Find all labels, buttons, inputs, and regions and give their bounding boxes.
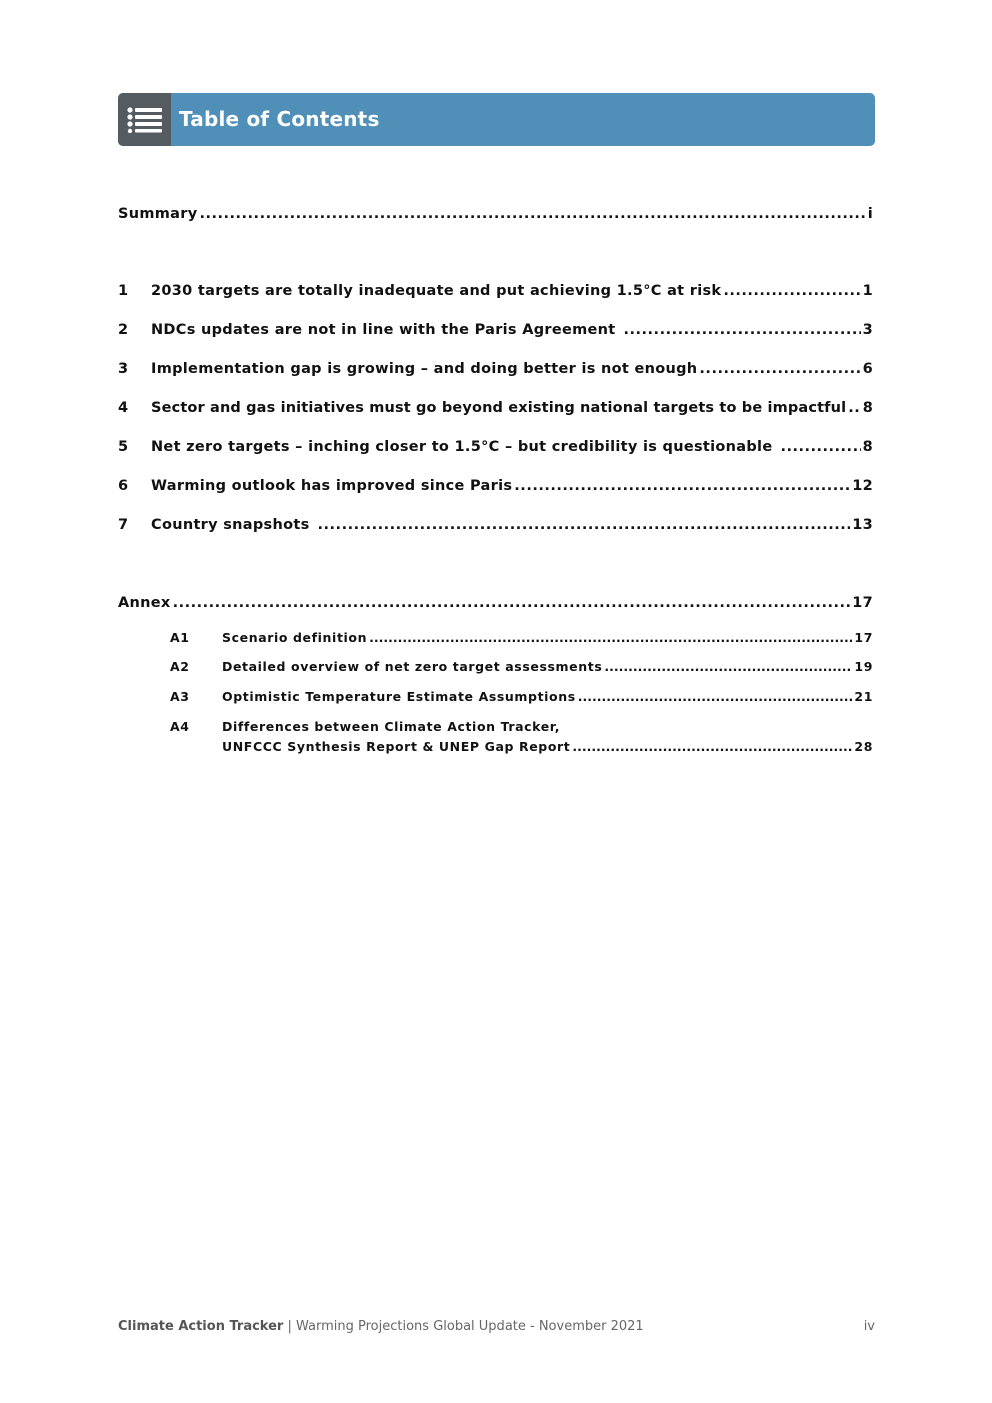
toc-number: 1 xyxy=(118,283,129,299)
dot-leader xyxy=(369,630,852,645)
toc-label: Optimistic Temperature Estimate Assumptions xyxy=(222,689,576,704)
dot-leader xyxy=(572,739,852,754)
toc-label: Country snapshots xyxy=(151,517,310,533)
toc-entry-chapter-2[interactable] xyxy=(118,322,873,338)
page-footer xyxy=(118,1319,875,1334)
toc-number: 3 xyxy=(118,361,129,377)
toc-number: A1 xyxy=(170,630,190,645)
toc-number: A2 xyxy=(170,659,190,674)
toc-entry-chapter-6[interactable] xyxy=(118,478,873,494)
toc-page-number: i xyxy=(867,206,873,222)
toc-page-number: 3 xyxy=(862,322,873,338)
toc-page-number: 17 xyxy=(852,595,873,611)
dot-leader xyxy=(318,517,851,533)
toc-label: Net zero targets – inching closer to 1.5°C – but credibility is questionable xyxy=(151,439,773,455)
toc-label: Warming outlook has improved since Paris xyxy=(151,478,513,494)
dot-leader xyxy=(578,689,853,704)
toc-number: 5 xyxy=(118,439,129,455)
footer-source xyxy=(118,1319,644,1334)
dot-leader xyxy=(199,206,865,222)
toc-page-number: 28 xyxy=(854,739,873,754)
toc-page-number: 6 xyxy=(862,361,873,377)
toc-entry-summary[interactable] xyxy=(118,206,873,222)
toc-entry-annex-a3[interactable] xyxy=(170,689,873,704)
toc-page-number: 8 xyxy=(862,400,873,416)
toc-page-number: 1 xyxy=(862,283,873,299)
footer-page-number: iv xyxy=(863,1319,875,1334)
dot-leader xyxy=(173,595,851,611)
page-title: Table of Contents xyxy=(179,107,380,131)
footer-org: Climate Action Tracker xyxy=(118,1319,284,1334)
toc-label: NDCs updates are not in line with the Paris Agreement xyxy=(151,322,616,338)
toc-label: Sector and gas initiatives must go beyond existing national targets to be impactful xyxy=(151,400,847,416)
dot-leader xyxy=(624,322,861,338)
toc-page-number: 21 xyxy=(854,689,873,704)
toc-entry-chapter-3[interactable] xyxy=(118,361,873,377)
toc-page-number: 19 xyxy=(854,659,873,674)
dot-leader xyxy=(723,283,860,299)
toc-label: Detailed overview of net zero target assessments xyxy=(222,659,603,674)
toc-entry-chapter-4[interactable] xyxy=(118,400,873,416)
toc-entry-annex-a4[interactable] xyxy=(170,719,873,734)
toc-entry-annex-a1[interactable] xyxy=(170,630,873,645)
toc-number: A3 xyxy=(170,689,190,704)
toc-entry-chapter-5[interactable] xyxy=(118,439,873,455)
toc-entry-annex-a4-line2[interactable] xyxy=(222,739,873,754)
toc-label: Differences between Climate Action Tracker, xyxy=(222,719,561,734)
toc-number: 4 xyxy=(118,400,129,416)
toc-label: Scenario definition xyxy=(222,630,368,645)
toc-label: Implementation gap is growing – and doing better is not enough xyxy=(151,361,698,377)
toc-number: A4 xyxy=(170,719,190,734)
toc-entry-chapter-7[interactable] xyxy=(118,517,873,533)
toc-page-number: 17 xyxy=(854,630,873,645)
toc-number: 6 xyxy=(118,478,129,494)
toc-label-continued: UNFCCC Synthesis Report & UNEP Gap Report xyxy=(222,739,571,754)
toc-number: 2 xyxy=(118,322,129,338)
toc-label: Annex xyxy=(118,595,171,611)
toc-number: 7 xyxy=(118,517,129,533)
toc-label: Summary xyxy=(118,206,198,222)
toc-page-number: 12 xyxy=(852,478,873,494)
footer-separator: | xyxy=(283,1319,296,1334)
toc-label: 2030 targets are totally inadequate and put achieving 1.5°C at risk xyxy=(151,283,722,299)
toc-page-number: 13 xyxy=(852,517,873,533)
list-icon xyxy=(127,107,163,133)
footer-doc-title: Warming Projections Global Update - November 2021 xyxy=(296,1319,644,1334)
toc-entry-annex-a2[interactable] xyxy=(170,659,873,674)
dot-leader xyxy=(699,361,860,377)
dot-leader xyxy=(848,400,861,416)
toc-entry-annex[interactable] xyxy=(118,595,873,611)
dot-leader xyxy=(514,478,850,494)
toc-entry-chapter-1[interactable] xyxy=(118,283,873,299)
banner-icon-box xyxy=(118,93,171,146)
toc-page-number: 8 xyxy=(862,439,873,455)
toc-banner xyxy=(118,93,875,146)
dot-leader xyxy=(604,659,852,674)
dot-leader xyxy=(780,439,860,455)
